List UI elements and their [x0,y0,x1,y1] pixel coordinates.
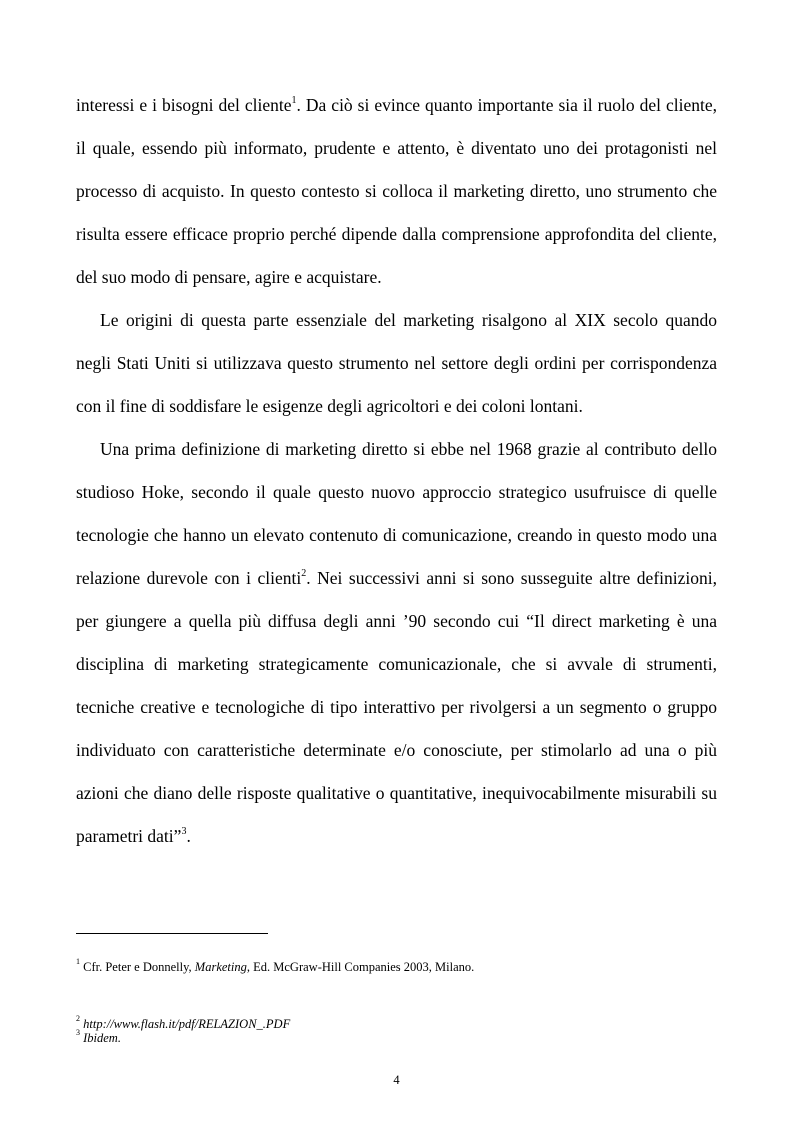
footnote-3 [76,1027,121,1045]
footnote-1-post: , Ed. McGraw-Hill Companies 2003, Milano. [246,960,475,974]
footnote-2 [76,1013,291,1031]
paragraph-3 [76,428,717,858]
footnote-1-number: 1 [76,956,80,966]
footnote-separator [76,933,268,934]
footnote-1-pre: Cfr. Peter e Donnelly, [83,960,195,974]
footnote-ref-3[interactable]: 3 [181,826,187,838]
paragraph-2 [76,299,717,428]
paragraph-1-text-b: . Da ciò si evince quanto importante sia il ruolo del cliente, il quale, essendo più informato, prudente e attento, è diventato uno dei protagonisti nel processo di acquisto. In questo contesto si colloca il marketing diretto, uno strumento che risulta essere efficace proprio perché dipende dalla comprensione approfondita del cliente, del suo modo di pensare, agire e acquistare. [76,95,717,287]
paragraph-3-text-b: . Nei successivi anni si sono susseguite altre definizioni, per giungere a quella più diffusa degli anni ’90 secondo cui “Il direct marketing è una disciplina di marketing strategicamente comunicazionale, che si avvale di strumenti, tecniche creative e tecnologiche di tipo interattivo per rivolgersi a un segmento o gruppo individuato con caratteristiche determinate e/o conosciute, per stimolarlo ad una o più azioni che diano delle risposte qualitative o quantitative, inequivocabilmente misurabili su parametri dati” [76,568,717,846]
paragraph-1 [76,84,717,299]
page-body [76,84,717,858]
paragraph-2-text: Le origini di questa parte essenziale del marketing risalgono al XIX secolo quando negli Stati Uniti si utilizzava questo strumento nel settore degli ordini per corrispondenza con il fine di soddisfare le esigenze degli agricoltori e dei coloni lontani. [76,310,717,416]
footnote-1-title: Marketing [194,960,247,974]
footnote-3-number: 3 [76,1027,80,1037]
paragraph-3-text-a: Una prima definizione di marketing diretto si ebbe nel 1968 grazie al contributo dello studioso Hoke, secondo il quale questo nuovo approccio strategico usufruisce di quelle tecnologie che hanno un elevato contenuto di comunicazione, creando in questo modo una relazione durevole con i clienti [76,439,717,588]
footnote-2-link[interactable]: http://www.flash.it/pdf/RELAZION_.PDF [83,1017,291,1031]
footnote-3-text: Ibidem. [83,1031,121,1045]
paragraph-3-text-c: . [186,826,191,846]
page-number: 4 [393,1073,400,1087]
footnote-ref-2[interactable]: 2 [301,568,307,580]
footnote-1 [76,956,475,974]
footnote-2-number: 2 [76,1013,80,1023]
paragraph-1-text-a: interessi e i bisogni del cliente [76,95,292,115]
footnote-ref-1[interactable]: 1 [291,95,297,107]
